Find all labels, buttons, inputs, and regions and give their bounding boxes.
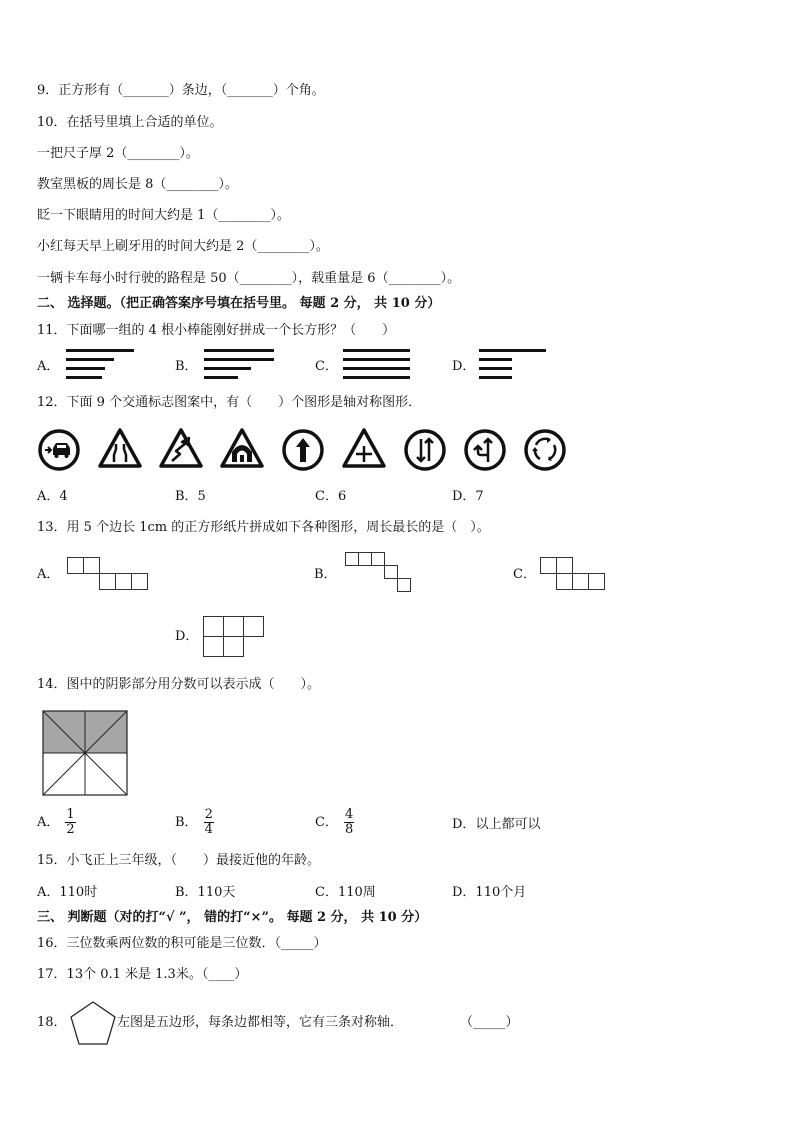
question-12-stem: 12．下面 9 个交通标志图案中，有（ ）个图形是轴对称图形． <box>37 395 422 410</box>
numerator: 1 <box>66 807 75 822</box>
question-18-answer-blank[interactable]: （_____） <box>460 1015 519 1030</box>
question-14-stem: 14．图中的阴影部分用分数可以表示成（ ）。 <box>37 677 321 692</box>
square <box>557 574 573 590</box>
option-b-label: B． <box>175 815 198 830</box>
fraction-four-eighths <box>344 808 354 837</box>
square <box>359 553 372 566</box>
option-a-label: A． <box>37 815 60 830</box>
sticks-b-figure <box>203 349 278 383</box>
stick <box>479 358 512 361</box>
stick <box>343 376 410 379</box>
option-a-label: A． <box>37 359 60 374</box>
question-10-stem: 10．在括号里填上合适的单位。 <box>37 115 223 130</box>
option-b-label: B． <box>314 567 337 582</box>
square <box>204 617 224 637</box>
question-18-text: 左图是五边形，每条边都相等，它有三条对称轴． <box>117 1015 404 1030</box>
option-c-label: C． <box>315 815 338 830</box>
square <box>589 574 605 590</box>
option-d-label: D． <box>175 629 199 644</box>
question-10-line: 一把尺子厚 2（________）。 <box>37 146 199 161</box>
sticks-a-figure <box>64 349 139 383</box>
denominator: 4 <box>204 822 213 837</box>
option-d-label: D． <box>452 817 476 832</box>
question-10-line: 一辆卡车每小时行驶的路程是 50（________），载重量是 6（________）。 <box>37 271 461 286</box>
question-17: 17．13个 0.1 米是 1.3米。（____） <box>37 967 248 982</box>
option-b: B．110天 <box>175 885 236 900</box>
question-10-line: 眨一下眼睛用的时间大约是 1（________）。 <box>37 208 290 223</box>
stick <box>66 349 134 352</box>
square <box>541 558 557 574</box>
curve-road-sign-icon <box>158 426 204 470</box>
square <box>398 579 411 592</box>
option-b <box>175 808 214 837</box>
option-b-label: B． <box>175 359 198 374</box>
square <box>557 558 573 574</box>
sticks-d-figure <box>479 349 554 383</box>
squares-c-figure <box>540 557 610 593</box>
tunnel-sign-icon <box>219 426 265 470</box>
square <box>385 566 398 579</box>
fraction-one-half <box>65 808 75 837</box>
option-d-text: 以上都可以 <box>475 817 541 832</box>
crossroad-sign-icon <box>341 426 387 470</box>
stick <box>343 367 410 370</box>
stick <box>479 376 512 379</box>
option-d: D．7 <box>452 489 484 504</box>
option-b: B．5 <box>175 489 206 504</box>
question-10-line: 教室黑板的周长是 8（________）。 <box>37 177 238 192</box>
denominator: 2 <box>66 822 75 837</box>
question-15-stem: 15．小飞正上三年级，（ ）最接近他的年龄。 <box>37 853 321 868</box>
square <box>116 574 132 590</box>
fraction-two-fourths <box>204 808 214 837</box>
car-sign-icon <box>37 428 81 472</box>
stick <box>343 349 410 352</box>
question-13-stem: 13．用 5 个边长 1cm 的正方形纸片拼成如下各种图形，周长最长的是（ ）。 <box>37 520 490 535</box>
square <box>84 558 100 574</box>
stick <box>343 358 410 361</box>
square <box>372 553 385 566</box>
option-c: C．110周 <box>315 885 376 900</box>
square <box>68 558 84 574</box>
squares-d-figure <box>203 616 269 660</box>
straight-ahead-sign-icon <box>281 428 325 472</box>
option-c-label: C． <box>315 359 338 374</box>
numerator: 4 <box>344 807 354 822</box>
roundabout-sign-icon <box>523 428 567 472</box>
numerator: 2 <box>204 807 213 822</box>
shaded-square-figure <box>42 710 128 796</box>
stick <box>66 358 114 361</box>
stick <box>204 358 274 361</box>
option-c: C．6 <box>315 489 347 504</box>
square <box>204 637 224 657</box>
narrow-road-sign-icon <box>97 426 143 470</box>
question-9: 9．正方形有（_______）条边，（_______）个角。 <box>37 83 325 98</box>
square <box>100 574 116 590</box>
stick <box>204 349 274 352</box>
option-d-label: D． <box>452 359 476 374</box>
denominator: 8 <box>344 822 354 837</box>
sticks-c-figure <box>342 349 417 383</box>
question-16: 16．三位数乘两位数的积可能是三位数．（_____） <box>37 936 327 951</box>
section-3-heading: 三、 判断题（对的打“√ ”， 错的打“×”。 每题 2 分， 共 10 分） <box>37 910 428 925</box>
option-d: D．110个月 <box>452 885 527 900</box>
question-18-number: 18． <box>37 1015 67 1030</box>
square <box>132 574 148 590</box>
option-c <box>315 808 354 837</box>
square <box>224 617 244 637</box>
stick <box>66 367 105 370</box>
option-c-label: C． <box>513 567 536 582</box>
square <box>224 637 244 657</box>
option-a <box>37 808 76 837</box>
option-a: A．4 <box>37 489 68 504</box>
stick <box>204 376 238 379</box>
square <box>244 617 264 637</box>
stick <box>479 367 512 370</box>
pentagon-figure <box>68 1000 118 1046</box>
squares-a-figure <box>67 557 149 593</box>
squares-b-figure <box>345 552 415 596</box>
option-a-label: A． <box>37 567 60 582</box>
stick <box>479 349 546 352</box>
two-way-sign-icon <box>403 428 447 472</box>
square <box>346 553 359 566</box>
question-10-line: 小红每天早上刷牙用的时间大约是 2（________）。 <box>37 239 329 254</box>
straight-or-left-sign-icon <box>463 428 507 472</box>
option-d <box>452 816 540 834</box>
stick <box>66 376 102 379</box>
option-a: A．110时 <box>37 885 98 900</box>
stick <box>204 367 251 370</box>
square <box>573 574 589 590</box>
question-11-stem: 11．下面哪一组的 4 根小棒能刚好拼成一个长方形？（ ） <box>37 323 396 338</box>
section-2-heading: 二、 选择题。（把正确答案序号填在括号里。 每题 2 分， 共 10 分） <box>37 296 441 311</box>
